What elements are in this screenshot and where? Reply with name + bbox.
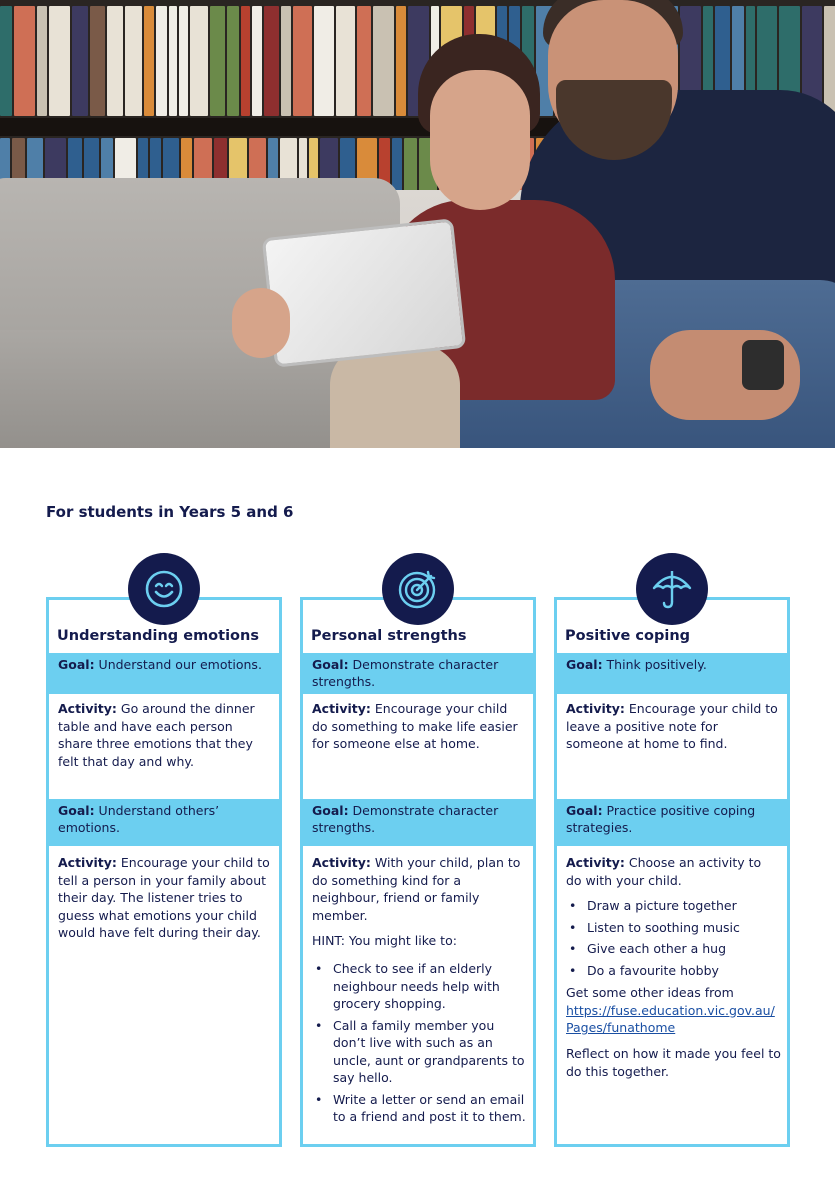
card-title: Personal strengths: [311, 628, 467, 644]
book-spine: [169, 6, 177, 116]
book-spine: [0, 6, 12, 116]
book-spine: [396, 6, 406, 116]
girl-hand: [232, 288, 290, 358]
book-spine: [404, 138, 417, 196]
goal-label: Goal:: [58, 657, 95, 672]
book-spine: [144, 6, 154, 116]
activity-body: Choose an activity to do with your child.: [566, 855, 762, 888]
list-item: • Do a favourite hobby: [566, 962, 784, 980]
activity-label: Activity:: [312, 855, 371, 870]
book-spine: [210, 6, 225, 116]
goal-box: [49, 653, 279, 694]
activity-label: Activity:: [58, 855, 117, 870]
activity-text: [303, 696, 533, 757]
book-spine: [252, 6, 262, 116]
book-spine: [37, 6, 47, 116]
umbrella-icon: [636, 553, 708, 625]
activity-text: [557, 850, 787, 893]
goal-text: Understand our emotions.: [94, 657, 262, 672]
goal-label: Goal:: [58, 803, 95, 818]
more-ideas-label: Get some other ideas from: [566, 985, 734, 1000]
card-positive-coping: [554, 597, 790, 1147]
wristwatch: [742, 340, 784, 390]
book-spine: [264, 6, 279, 116]
book-spine: [241, 6, 250, 116]
fuse-link[interactable]: https://fuse.education.vic.gov.au/Pages/funathome: [566, 1002, 775, 1035]
activity-text: [49, 850, 279, 946]
book-spine: [373, 6, 394, 116]
activity-label: Activity:: [566, 855, 625, 870]
book-spine: [281, 6, 291, 116]
activity-body: Encourage your child do something to make life easier for someone else at home.: [312, 701, 518, 751]
book-spine: [107, 6, 123, 116]
tablet-device: [262, 218, 467, 367]
list-item: • Give each other a hug: [566, 940, 784, 958]
activity-body: Encourage your child to tell a person in your family about their day. The listener tries to guess what emotions your child would have felt during their day.: [58, 855, 270, 940]
book-spine: [14, 6, 35, 116]
book-spine: [49, 6, 70, 116]
book-spine: [90, 6, 105, 116]
target-icon: [382, 553, 454, 625]
goal-text: Demonstrate character strengths.: [312, 803, 499, 835]
activity-body: Encourage your child to leave a positive note for someone at home to find.: [566, 701, 778, 751]
goal-box: [557, 799, 787, 846]
girl-leg: [330, 345, 460, 448]
goal-label: Goal:: [566, 803, 603, 818]
activity-body: Go around the dinner table and have each person share three emotions that they felt that day and why.: [58, 701, 255, 769]
girl-head: [430, 70, 530, 210]
goal-text: Demonstrate character strengths.: [312, 657, 499, 689]
book-spine: [314, 6, 334, 116]
hint-text: HINT: You might like to:: [312, 933, 457, 948]
list-item: • Draw a picture together: [566, 897, 784, 915]
hint-list: [312, 960, 530, 1130]
goal-text: Understand others’ emotions.: [58, 803, 220, 835]
book-spine: [190, 6, 208, 116]
card-title: Understanding emotions: [57, 628, 259, 644]
goal-label: Goal:: [312, 657, 349, 672]
hero-photo: [0, 0, 835, 448]
goal-text: Think positively.: [602, 657, 707, 672]
book-spine: [336, 6, 355, 116]
goal-text: Practice positive coping strategies.: [566, 803, 756, 835]
activity-body: With your child, plan to do something kind for a neighbour, friend or family member.: [312, 855, 521, 923]
book-spine: [357, 6, 371, 116]
book-spine: [156, 6, 167, 116]
activity-label: Activity:: [566, 701, 625, 716]
goal-box: [303, 653, 533, 694]
more-ideas-text: [566, 984, 782, 1037]
smiley-face-icon: [128, 553, 200, 625]
book-spine: [179, 6, 188, 116]
card-title: Positive coping: [565, 628, 691, 644]
card-personal-strengths: [300, 597, 536, 1147]
book-spine: [293, 6, 312, 116]
activity-label: Activity:: [58, 701, 117, 716]
list-item: • Call a family member you don’t live with such as an uncle, aunt or grandparents to say hello.: [312, 1017, 530, 1087]
goal-box: [557, 653, 787, 694]
goal-label: Goal:: [312, 803, 349, 818]
reflect-text: Reflect on how it made you feel to do this together.: [566, 1046, 781, 1079]
activity-label: Activity:: [312, 701, 371, 716]
activity-text: [557, 696, 787, 757]
ideas-list: [566, 897, 784, 983]
goal-label: Goal:: [566, 657, 603, 672]
book-spine: [227, 6, 239, 116]
activity-text: [49, 696, 279, 774]
list-item: • Write a letter or send an email to a friend and post it to them.: [312, 1091, 530, 1126]
card-understanding-emotions: [46, 597, 282, 1147]
book-spine: [72, 6, 88, 116]
list-item: • Listen to soothing music: [566, 919, 784, 937]
book-spine: [125, 6, 142, 116]
activity-text: [303, 850, 533, 928]
goal-box: [49, 799, 279, 846]
list-item: • Check to see if an elderly neighbour needs help with grocery shopping.: [312, 960, 530, 1013]
book-spine: [824, 6, 835, 116]
section-title: For students in Years 5 and 6: [46, 503, 294, 521]
goal-box: [303, 799, 533, 846]
